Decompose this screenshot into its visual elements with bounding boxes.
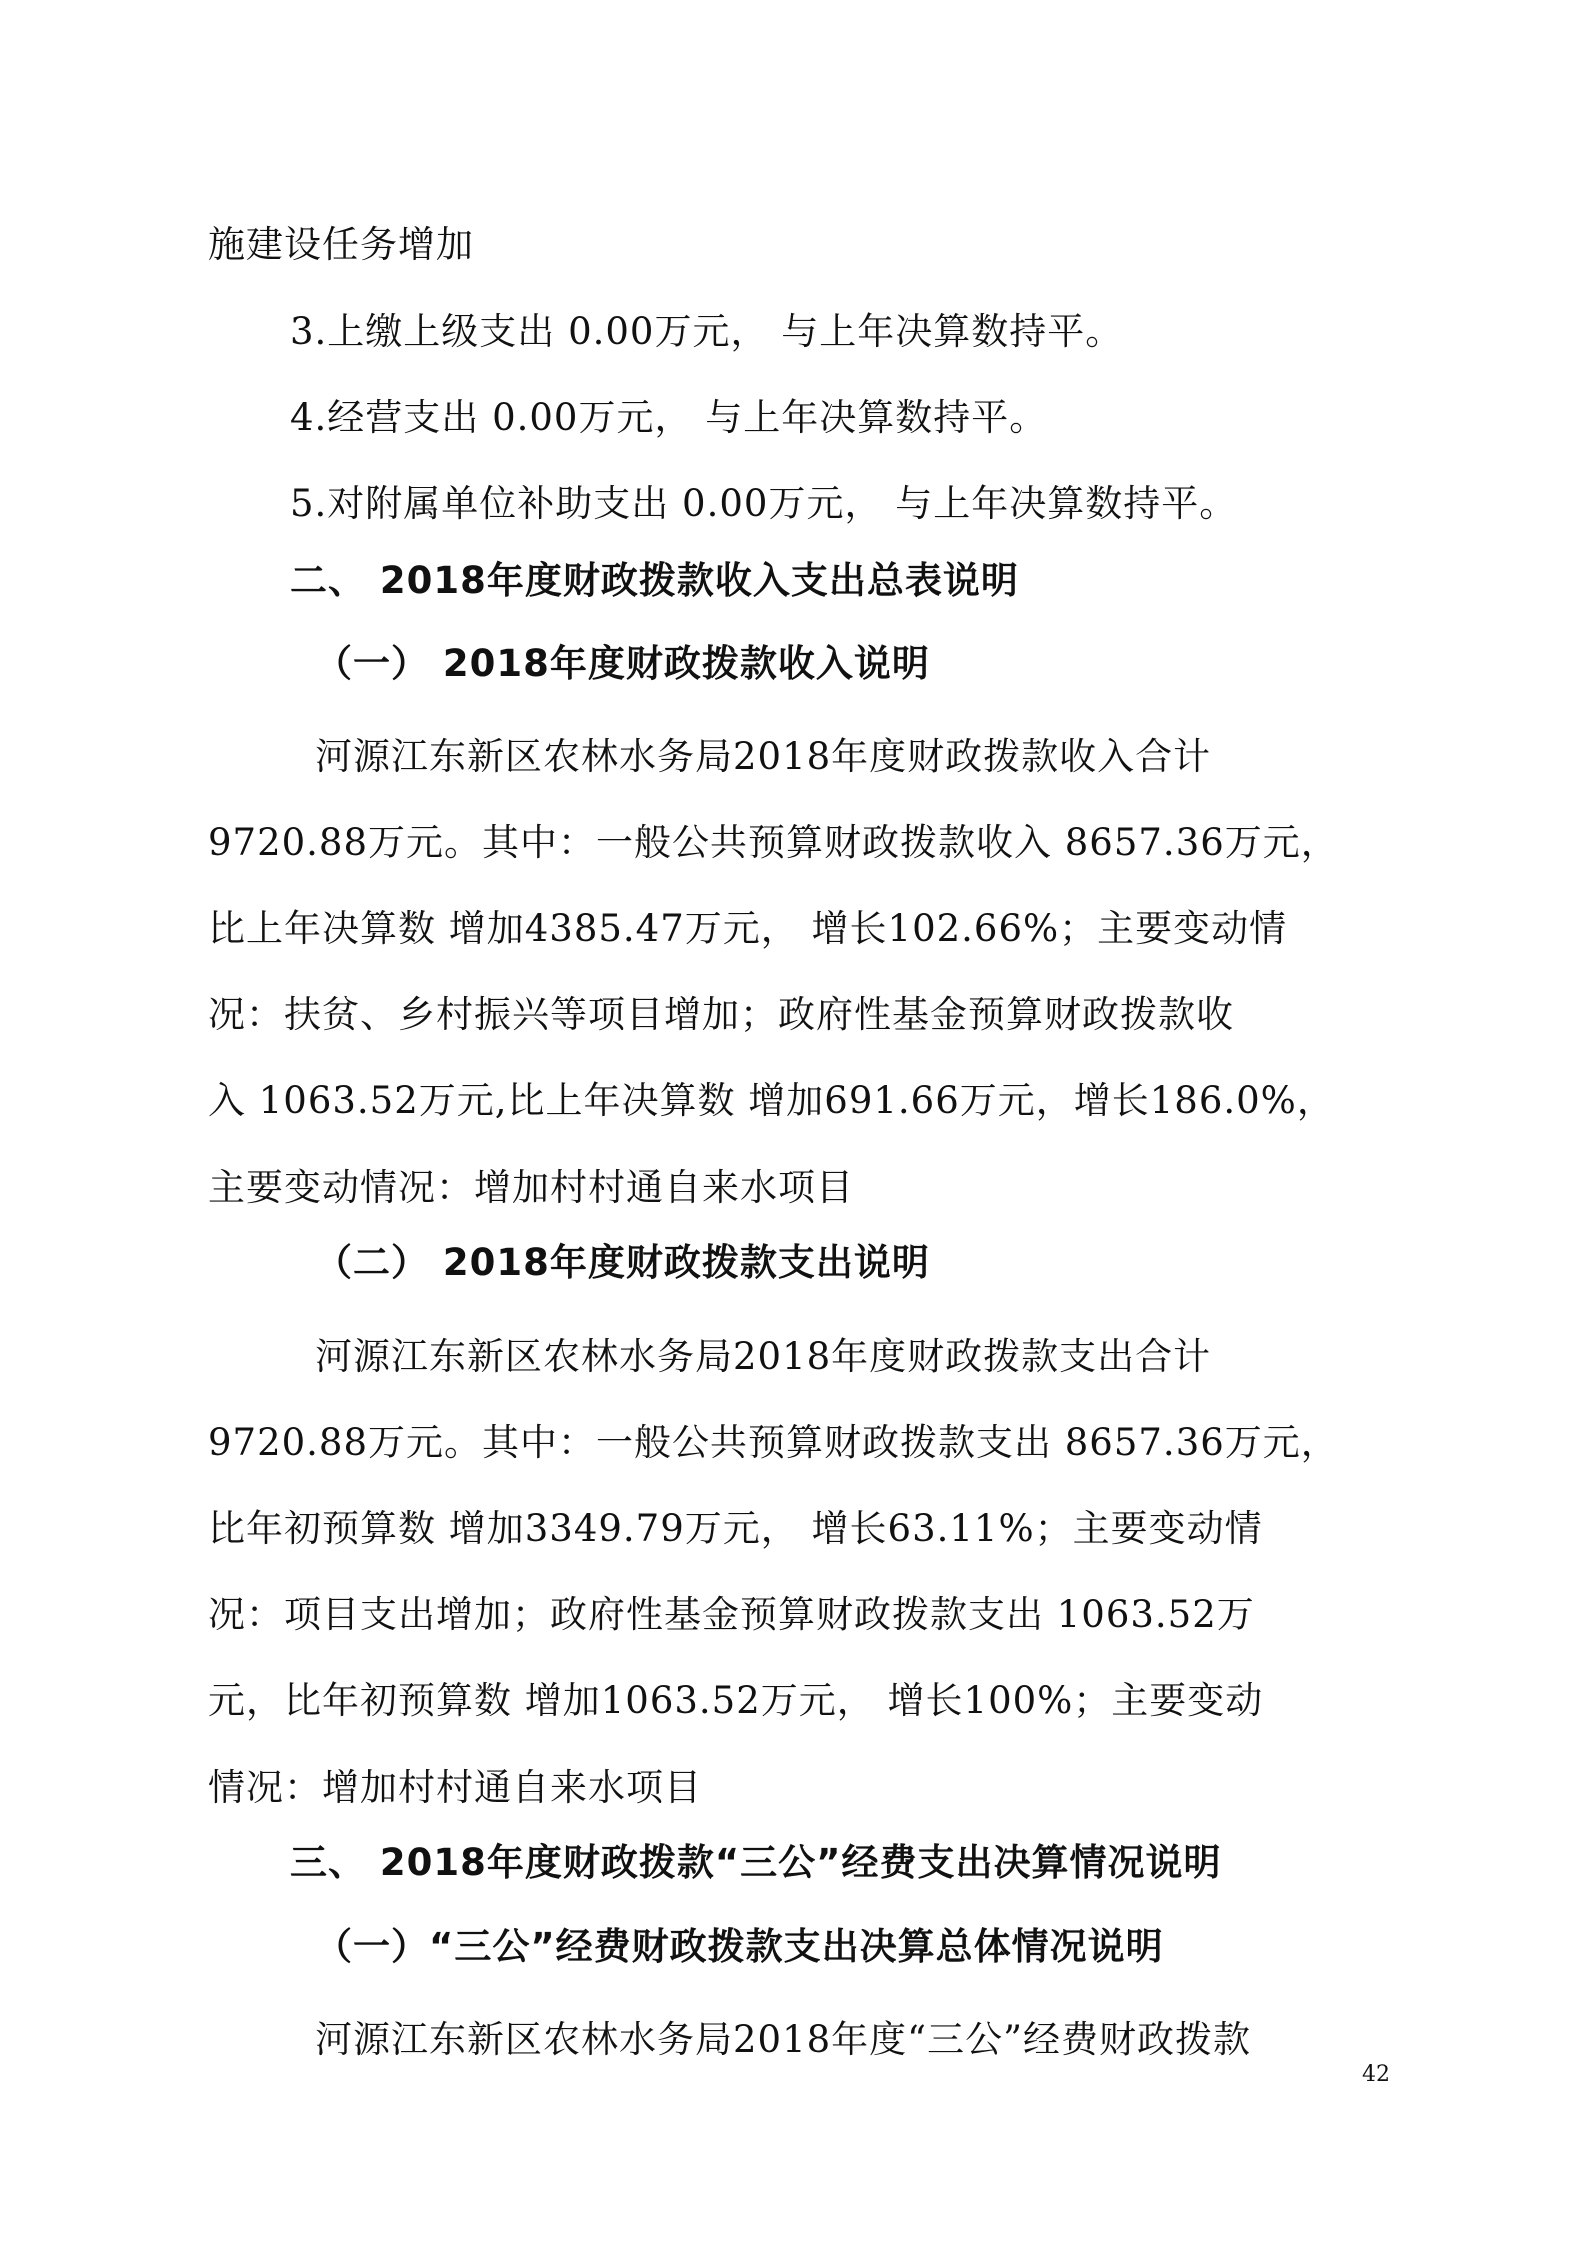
paragraph-line: 元，比年初预算数 增加1063.52万元， 增长100%；主要变动 [208,1679,1264,1722]
page-number: 42 [1362,2062,1390,2087]
paragraph-line: 5.对附属单位补助支出 0.00万元， 与上年决算数持平。 [290,482,1238,525]
paragraph-line: 入 1063.52万元,比上年决算数 增加691.66万元，增长186.0%， [208,1079,1335,1122]
paragraph-line: 河源江东新区农林水务局2018年度“三公”经费财政拨款 [315,2018,1251,2061]
paragraph-line: 主要变动情况：增加村村通自来水项目 [208,1166,854,1209]
subsection-heading: （二） 2018年度财政拨款支出说明 [315,1241,930,1284]
paragraph-line: 河源江东新区农林水务局2018年度财政拨款支出合计 [315,1335,1212,1378]
paragraph-line: 9720.88万元。其中：一般公共预算财政拨款收入 8657.36万元， [208,821,1339,864]
subsection-heading: （一）“三公”经费财政拨款支出决算总体情况说明 [315,1925,1164,1968]
section-heading: 三、 2018年度财政拨款“三公”经费支出决算情况说明 [290,1841,1222,1884]
paragraph-line: 况：扶贫、乡村振兴等项目增加；政府性基金预算财政拨款收 [208,993,1234,1036]
paragraph-line: 9720.88万元。其中：一般公共预算财政拨款支出 8657.36万元， [208,1421,1339,1464]
paragraph-line: 河源江东新区农林水务局2018年度财政拨款收入合计 [315,735,1212,778]
paragraph-line: 3.上缴上级支出 0.00万元， 与上年决算数持平。 [290,310,1124,353]
paragraph-line: 比年初预算数 增加3349.79万元， 增长63.11%；主要变动情 [208,1507,1263,1550]
paragraph-line: 4.经营支出 0.00万元， 与上年决算数持平。 [290,396,1048,439]
paragraph-line: 比上年决算数 增加4385.47万元， 增长102.66%；主要变动情 [208,907,1288,950]
paragraph-line: 情况：增加村村通自来水项目 [208,1766,702,1809]
paragraph-line: 况：项目支出增加；政府性基金预算财政拨款支出 1063.52万 [208,1593,1255,1636]
paragraph-line: 施建设任务增加 [208,223,474,266]
subsection-heading: （一） 2018年度财政拨款收入说明 [315,642,930,685]
section-heading: 二、 2018年度财政拨款收入支出总表说明 [290,559,1019,602]
